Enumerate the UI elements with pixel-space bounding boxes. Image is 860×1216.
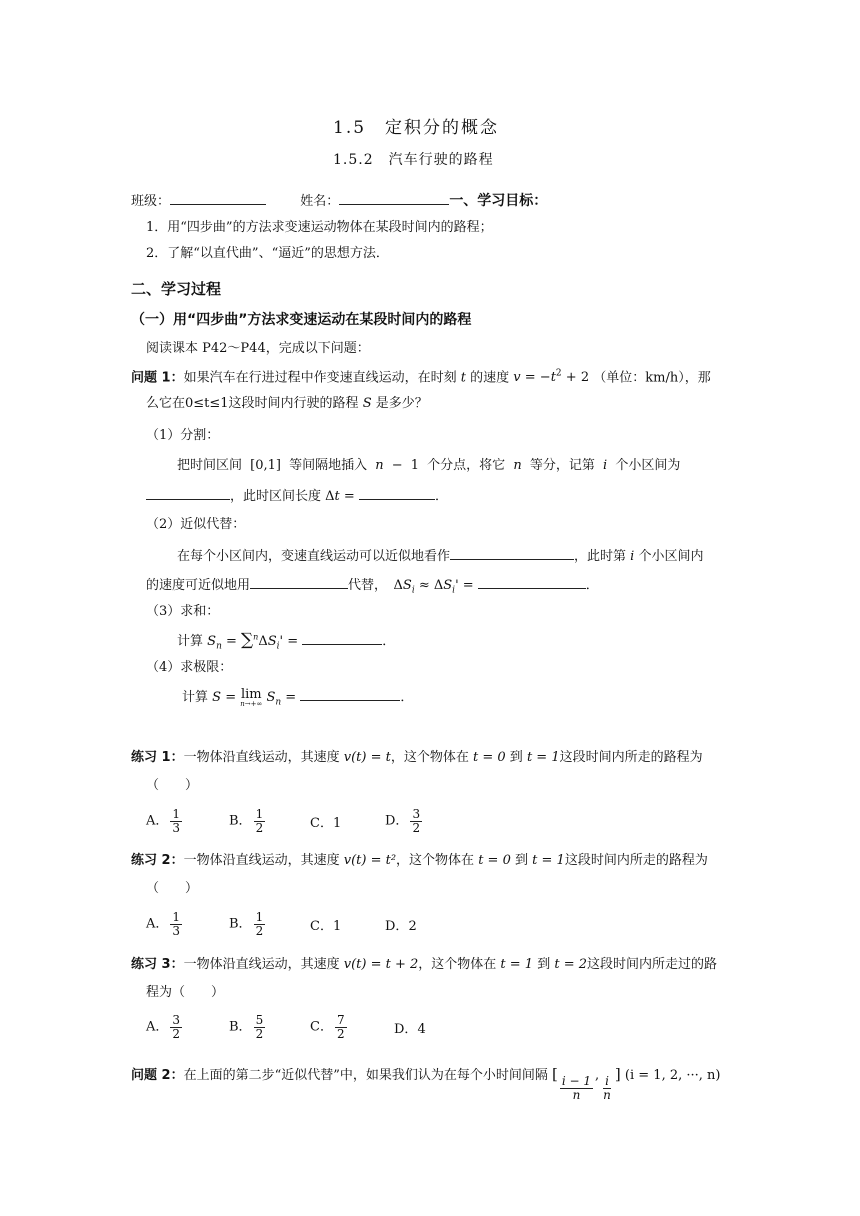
denominator: 3 <box>172 820 181 835</box>
step-2-label: （2）近似代替： <box>146 517 246 532</box>
q1-text-c: （单位：km/h），那 <box>593 370 711 386</box>
option-d[interactable] <box>385 915 417 934</box>
ex3-text-a: 一物体沿直线运动，其速度 <box>183 957 340 972</box>
option-letter: A． <box>146 1019 169 1035</box>
q1-line2: 么它在0≤t≤1这段时间内行驶的路程 <box>146 396 359 411</box>
denominator: 2 <box>255 820 264 835</box>
step-1-text-c: 等分，记第 <box>529 458 595 473</box>
option-c[interactable] <box>310 812 341 831</box>
class-blank[interactable] <box>170 192 266 205</box>
step-2-line2-a: 的速度可近似地用 <box>146 578 251 593</box>
step-2-text: 在每个小区间内，变速直线运动可以近似地看作 ，此时第 i 个小区间内 <box>177 549 704 564</box>
limit-blank[interactable] <box>300 688 400 701</box>
q1-text-b: 的速度 <box>470 370 510 386</box>
step-1-text: 把时间区间 [0,1] 等间隔地插入 n − 1 个分点，将它 n 等分，记第 i 个小区间为 <box>177 458 681 473</box>
ex2-text-a: 一物体沿直线运动，其速度 <box>183 853 340 868</box>
step-3-text: 计算 $S_n = \sum^n\Delta S_i'$ = ． <box>177 630 396 652</box>
option-letter: C． <box>310 1019 333 1035</box>
exercise-3-label: 练习 3： <box>131 957 184 972</box>
step-1-text-b: 个分点，将它 <box>427 458 506 473</box>
option-value: 4 <box>417 1022 426 1037</box>
exercise-2-paren: （ ） <box>146 881 199 896</box>
section-heading-process: 二、学习过程 <box>131 280 222 298</box>
ex1-to-word: 到 <box>509 750 523 765</box>
step-2-text-c: 个小区间内 <box>638 549 704 564</box>
ex3-to: t = 2 <box>554 957 588 972</box>
page-subtitle: 1.5.2 汽车行驶的路程 <box>333 152 494 168</box>
option-b[interactable] <box>229 911 267 937</box>
question-2-label: 问题 2： <box>131 1068 184 1083</box>
option-value: 1 <box>332 816 342 831</box>
ex1-formula: v(t) = t <box>343 750 391 765</box>
exercise-2-label: 练习 2： <box>131 853 184 868</box>
option-d[interactable] <box>394 1018 426 1037</box>
step-4-text-label: 计算 <box>182 690 209 705</box>
ex2-formula: v(t) = t² <box>343 853 397 868</box>
option-b[interactable] <box>229 1014 267 1040</box>
step-3-label: （3）求和： <box>146 604 220 619</box>
ex2-from: t = 0 <box>478 853 511 868</box>
option-letter: A． <box>146 813 169 829</box>
reading-instruction: 阅读课本 P42～P44，完成以下问题： <box>146 341 370 356</box>
ex3-from: t = 1 <box>500 957 534 972</box>
option-c[interactable] <box>310 1014 349 1040</box>
option-value: 2 <box>408 919 417 934</box>
goal-item-1: 1．用“四步曲”的方法求变速运动物体在某段时间内的路程； <box>146 220 493 235</box>
question-1-line-1: 问题 1：如果汽车在行进过程中作变速直线运动，在时刻 t 的速度 $v = -t^2 + 2$ （单位：km/h），那 <box>131 369 711 386</box>
option-letter: B． <box>229 813 252 829</box>
step-1-text-d: 个小区间为 <box>615 458 681 473</box>
exercise-1-paren: （ ） <box>146 778 199 793</box>
interval-num-1: i − 1 <box>561 1074 592 1088</box>
numerator: 3 <box>172 1013 181 1027</box>
step-1-line-2: ，此时区间长度 Δt = ． <box>146 487 448 505</box>
ex3-formula: v(t) = t + 2 <box>343 957 419 972</box>
ex1-text-a: 一物体沿直线运动，其速度 <box>183 750 340 765</box>
interval-blank[interactable] <box>146 487 230 500</box>
class-label: 班级： <box>131 194 171 209</box>
exercise-1-line-1 <box>131 750 703 766</box>
exercise-1-options <box>146 800 566 840</box>
ex1-from: t = 0 <box>472 750 506 765</box>
numerator: 1 <box>255 807 264 821</box>
exercise-3-line-1 <box>131 957 717 973</box>
delta-t-blank[interactable] <box>359 487 435 500</box>
interval-den: n <box>572 1087 581 1102</box>
denominator: 3 <box>172 923 181 938</box>
step-4-text: 计算 S = lim n→+∞ $S_n$ = ． <box>182 687 414 708</box>
step-2-text-b: ，此时第 <box>574 549 627 564</box>
denominator: 2 <box>172 1026 181 1041</box>
ex3-text-c: 这段时间内所走过的路 <box>587 957 718 972</box>
interval-den: n <box>603 1087 611 1102</box>
numerator: 7 <box>336 1013 345 1027</box>
option-a[interactable] <box>146 1014 184 1040</box>
ex1-text-c: 这段时间内所走的路程为 <box>559 750 703 765</box>
delta-s-blank[interactable] <box>478 576 586 589</box>
option-letter: B． <box>229 916 252 932</box>
step-2-text-a: 在每个小区间内，变速直线运动可以近似地看作 <box>177 549 451 564</box>
exercise-1-label: 练习 1： <box>131 750 184 765</box>
index-range: (i = 1, 2, ···, n) <box>624 1068 721 1083</box>
step-1-line2-text: ，此时区间长度 <box>230 489 322 504</box>
option-a[interactable] <box>146 911 184 937</box>
ex1-to: t = 1 <box>526 750 560 765</box>
ex3-text-b: ，这个物体在 <box>418 957 497 972</box>
step-2-line2-b: 代替， <box>348 578 381 593</box>
q1-line2-end: 是多少？ <box>375 396 428 411</box>
step-2-line-2: 的速度可近似地用 代替， $\Delta S_i \approx \Delta S_i'$ = ． <box>146 578 599 596</box>
question-1-line-2: 么它在0≤t≤1这段时间内行驶的路程 S 是多少？ <box>146 396 428 411</box>
option-letter: A． <box>146 916 169 932</box>
ex2-to-word: 到 <box>515 853 529 868</box>
numerator: 5 <box>255 1013 264 1027</box>
ex2-to: t = 1 <box>532 853 565 868</box>
numerator: 1 <box>255 910 264 924</box>
step-1-text-a: 把时间区间 [0,1] 等间隔地插入 <box>177 458 368 473</box>
option-d[interactable] <box>385 808 424 834</box>
option-c[interactable] <box>310 915 341 934</box>
question-1-label: 问题 1： <box>131 370 184 386</box>
goals-heading: 一、学习目标： <box>449 193 548 209</box>
goal-item-2: 2．了解“以直代曲”、“逼近”的思想方法． <box>146 246 389 261</box>
velocity-formula: $v = -t^2 + 2$ <box>513 369 590 386</box>
option-letter: B． <box>229 1019 252 1035</box>
ex3-to-word: 到 <box>537 957 551 972</box>
ex2-text-b: ，这个物体在 <box>396 853 475 868</box>
subsection-heading-1: （一）用“四步曲”方法求变速运动在某段时间内的路程 <box>131 312 472 328</box>
denominator: 2 <box>255 923 264 938</box>
info-line <box>131 192 547 210</box>
exercise-3-line-2: 程为（ ） <box>146 985 225 1000</box>
q1-text: 如果汽车在行进过程中作变速直线运动，在时刻 <box>183 370 457 386</box>
option-a[interactable] <box>146 808 184 834</box>
option-letter: D． <box>394 1022 418 1037</box>
option-letter: D． <box>385 919 409 934</box>
motion-blank[interactable] <box>450 547 574 560</box>
sum-blank[interactable] <box>302 632 382 645</box>
option-value: 1 <box>332 919 342 934</box>
exercise-2-line-1 <box>131 853 708 869</box>
name-label: 姓名： <box>300 194 340 209</box>
denominator: 2 <box>412 820 421 835</box>
option-letter: C． <box>310 816 333 831</box>
q2-text: 在上面的第二步“近似代替”中，如果我们认为在每个小时间间隔 <box>183 1068 548 1083</box>
option-b[interactable] <box>229 808 267 834</box>
exercise-2-options <box>146 903 566 943</box>
denominator: 2 <box>336 1026 345 1041</box>
interval-num-2: i <box>605 1074 609 1088</box>
denominator: 2 <box>255 1026 264 1041</box>
name-blank[interactable] <box>339 192 449 205</box>
step-3-text-label: 计算 <box>177 634 204 649</box>
step-4-label: （4）求极限： <box>146 660 233 675</box>
numerator: 1 <box>172 807 181 821</box>
option-letter: D． <box>385 813 409 829</box>
ex1-text-b: ，这个物体在 <box>390 750 469 765</box>
exercise-3-options <box>146 1006 566 1046</box>
ex2-text-c: 这段时间内所走的路程为 <box>564 853 708 868</box>
step-1-label: （1）分割： <box>146 428 220 443</box>
numerator: 3 <box>412 807 421 821</box>
question-2-line-1: 问题 2：在上面的第二步“近似代替”中，如果我们认为在每个小时间间隔 [ $\frac{i - 1}{n}$ , $\frac{i}{n}$ ] (i = 1, 2, ···, n) <box>131 1065 721 1102</box>
page-title: 1.5 定积分的概念 <box>333 118 500 138</box>
velocity-blank[interactable] <box>250 576 348 589</box>
numerator: 1 <box>172 910 181 924</box>
option-letter: C． <box>310 919 333 934</box>
